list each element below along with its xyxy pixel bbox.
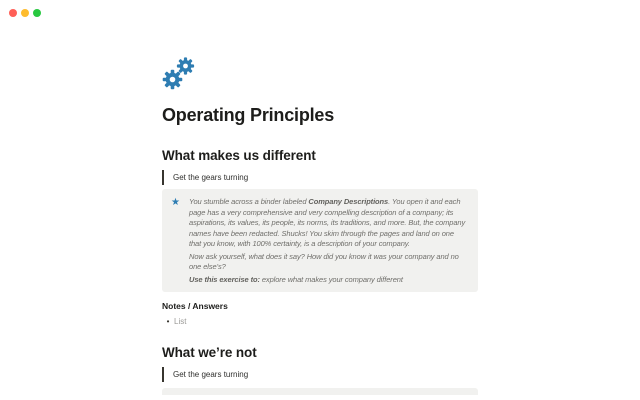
minimize-button[interactable]	[21, 9, 29, 17]
notes-answers-label[interactable]: Notes / Answers	[162, 301, 228, 311]
callout-paragraph-3[interactable]: Use this exercise to: explore what makes your company different	[189, 274, 403, 284]
list-item-label[interactable]: List	[174, 317, 187, 326]
close-button[interactable]	[9, 9, 17, 17]
page-title[interactable]: Operating Principles	[162, 105, 335, 125]
callout-exercise-2-partial[interactable]	[162, 388, 478, 395]
heading-what-makes-us-different[interactable]: What makes us different	[162, 148, 316, 163]
list-item[interactable]	[162, 317, 478, 327]
zoom-button[interactable]	[33, 9, 41, 17]
callout-text[interactable]	[189, 197, 468, 285]
quote-get-the-gears-turning-2[interactable]: Get the gears turning	[162, 367, 478, 382]
star-icon: ★	[171, 197, 180, 208]
bullet-icon: •	[166, 317, 170, 326]
quote-get-the-gears-turning-1[interactable]: Get the gears turning	[162, 170, 478, 185]
titlebar	[9, 9, 41, 17]
callout-paragraph-2[interactable]: Now ask yourself, what does it say? How did you know it was your company and no one else’s?	[189, 251, 459, 271]
callout-paragraph-1[interactable]: You stumble across a binder labeled Company Descriptions. You open it and each page has a very comprehensive and very compelling description of a company; its aspirations, its values, its people, its norms, its traditions, and more. But, the company names have been redacted. Shucks! You skim through the pages and land on one that you know, with 100% certainty, is a description of your company.	[189, 197, 466, 248]
gears-icon[interactable]	[162, 56, 196, 90]
callout-exercise-1[interactable]	[162, 189, 478, 292]
heading-what-were-not[interactable]: What we’re not	[162, 345, 257, 360]
page-content	[162, 0, 478, 395]
